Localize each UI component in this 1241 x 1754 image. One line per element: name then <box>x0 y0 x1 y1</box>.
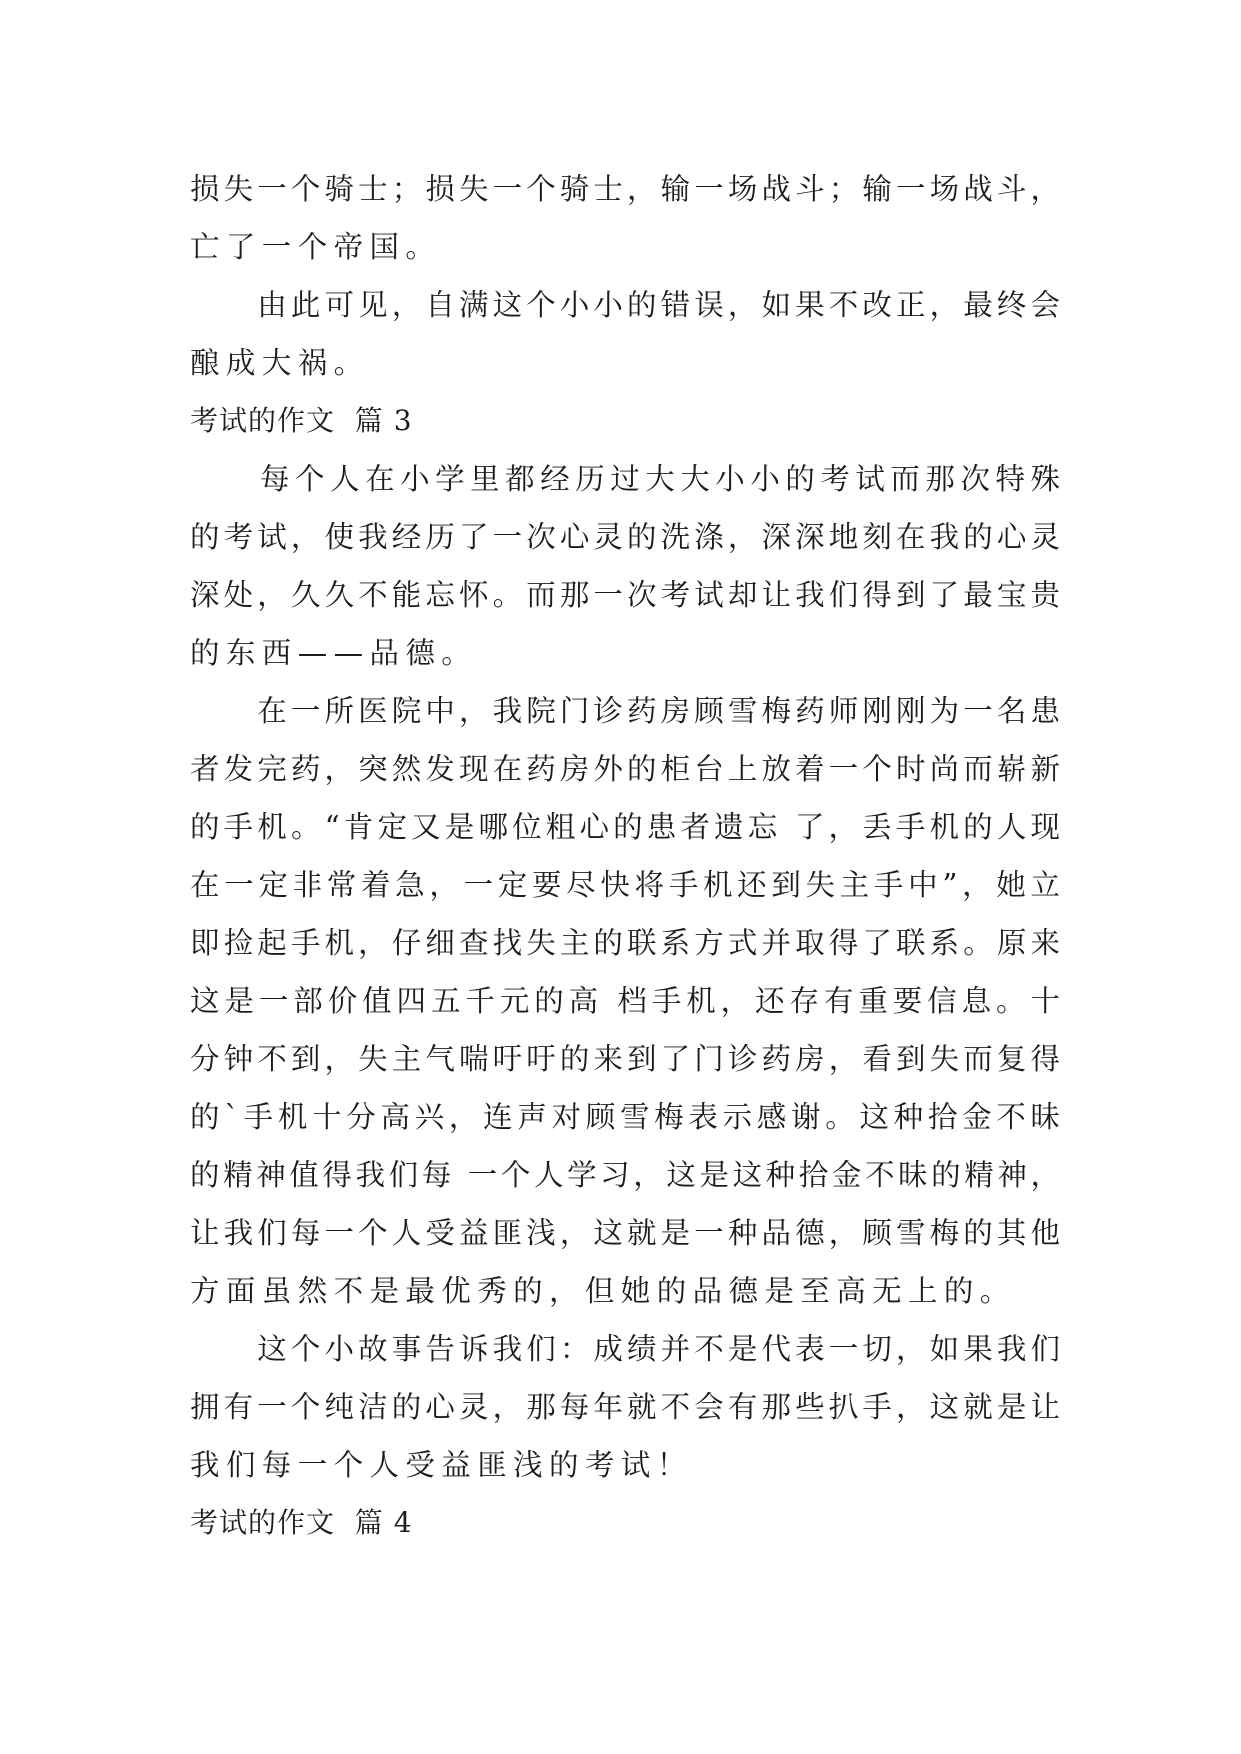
document-body <box>190 160 1060 1552</box>
text-line: 这个小故事告诉我们：成绩并不是代表一切，如果我们 <box>190 1332 1060 1366</box>
text-line: 我们每一个人受益匪浅的考试！ <box>190 1448 693 1482</box>
text-line: 分钟不到，失主气喘吁吁的来到了门诊药房，看到失而复得 <box>190 1042 1060 1076</box>
text-line: 的东西——品德。 <box>190 636 478 670</box>
text-line: 在一所医院中，我院门诊药房顾雪梅药师刚刚为一名患 <box>190 694 1060 728</box>
text-line: 的手机。“肯定又是哪位粗心的患者遗忘 了，丢手机的人现 <box>190 810 1060 844</box>
text-line: 者发完药，突然发现在药房外的柜台上放着一个时尚而崭新 <box>190 752 1060 786</box>
text-line: 在一定非常着急，一定要尽快将手机还到失主手中”，她立 <box>190 868 1060 902</box>
text-line: 损失一个骑士；损失一个骑士，输一场战斗；输一场战斗， <box>190 172 1060 206</box>
text-line: 即捡起手机，仔细查找失主的联系方式并取得了联系。原来 <box>190 926 1060 960</box>
text-line: 深处，久久不能忘怀。而那一次考试却让我们得到了最宝贵 <box>190 578 1060 612</box>
text-line: 这是一部价值四五千元的高 档手机，还存有重要信息。十 <box>190 984 1060 1018</box>
section-heading: 考试的作文 篇 4 <box>190 1506 413 1539</box>
text-line: 让我们每一个人受益匪浅，这就是一种品德，顾雪梅的其他 <box>190 1216 1060 1250</box>
text-line: 方面虽然不是最优秀的，但她的品德是至高无上的。 <box>190 1274 1016 1308</box>
text-line: 由此可见，自满这个小小的错误，如果不改正，最终会 <box>190 288 1060 322</box>
text-line: 的考试，使我经历了一次心灵的洗涤，深深地刻在我的心灵 <box>190 520 1060 554</box>
text-line: 的`手机十分高兴，连声对顾雪梅表示感谢。这种拾金不昧 <box>190 1100 1060 1134</box>
text-line: 拥有一个纯洁的心灵，那每年就不会有那些扒手，这就是让 <box>190 1390 1060 1424</box>
text-line: 亡了一个帝国。 <box>190 230 442 264</box>
text-line: 酿成大祸。 <box>190 346 370 380</box>
section-heading: 考试的作文 篇 3 <box>190 404 413 437</box>
text-line: 每个人在小学里都经历过大大小小的考试而那次特殊 <box>190 462 1060 496</box>
text-line: 的精神值得我们每 一个人学习，这是这种拾金不昧的精神， <box>190 1158 1060 1192</box>
